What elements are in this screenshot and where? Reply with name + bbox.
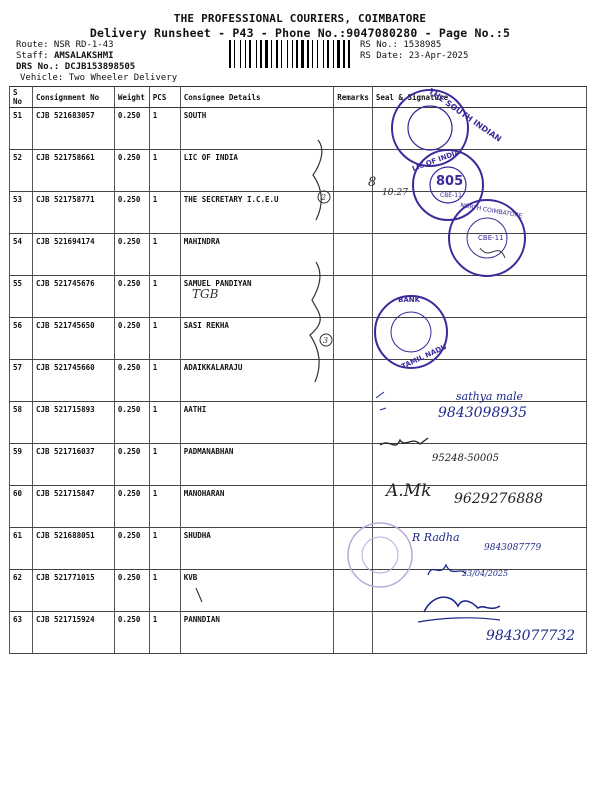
row-consignee: MAHINDRA bbox=[180, 234, 334, 276]
row-sno: 52 bbox=[10, 150, 33, 192]
table-row bbox=[10, 192, 587, 234]
row-remarks bbox=[334, 486, 373, 528]
stamp2-text: LIC OF INDIA bbox=[411, 148, 461, 173]
col-remarks: Remarks bbox=[334, 87, 373, 108]
row-consignment-no: CJB 521745676 bbox=[32, 276, 114, 318]
bracket-note-3: 3 bbox=[323, 336, 329, 345]
row-weight: 0.250 bbox=[114, 192, 149, 234]
row-sno: 56 bbox=[10, 318, 33, 360]
row-consignee: LIC OF INDIA bbox=[180, 150, 334, 192]
row-weight: 0.250 bbox=[114, 318, 149, 360]
table-row bbox=[10, 318, 587, 360]
row-consignee: AATHI bbox=[180, 402, 334, 444]
row-remarks bbox=[334, 192, 373, 234]
row-signature bbox=[372, 276, 586, 318]
company-title: THE PROFESSIONAL COURIERS, COIMBATORE bbox=[173, 12, 427, 25]
row-consignment-no: CJB 521715893 bbox=[32, 402, 114, 444]
row-pcs: 1 bbox=[149, 612, 180, 654]
row-weight: 0.250 bbox=[114, 570, 149, 612]
drs-label: DRS No.: bbox=[16, 62, 60, 72]
stamp3-text: NORTH COIMBATORE bbox=[459, 201, 523, 220]
row-weight: 0.250 bbox=[114, 528, 149, 570]
row-remarks bbox=[334, 318, 373, 360]
row-consignment-no: CJB 521758661 bbox=[32, 150, 114, 192]
row-signature bbox=[372, 402, 586, 444]
row-sno: 51 bbox=[10, 108, 33, 150]
row-weight: 0.250 bbox=[114, 276, 149, 318]
row-weight: 0.250 bbox=[114, 108, 149, 150]
row-remarks bbox=[334, 234, 373, 276]
stamp3-code: CBE-11 bbox=[478, 234, 504, 242]
row-consignee: PADMANABHAN bbox=[180, 444, 334, 486]
row-sno: 61 bbox=[10, 528, 33, 570]
row-weight: 0.250 bbox=[114, 444, 149, 486]
row-remarks bbox=[334, 528, 373, 570]
row-sno: 63 bbox=[10, 612, 33, 654]
row-signature bbox=[372, 318, 586, 360]
bracket-note-2: 2 bbox=[321, 193, 327, 202]
row-consignment-no: CJB 521758771 bbox=[32, 192, 114, 234]
row-signature bbox=[372, 612, 586, 654]
row53-mark: 8 bbox=[368, 175, 377, 190]
drs-field bbox=[16, 62, 135, 72]
row53-time: 10:27 bbox=[382, 188, 408, 198]
table-row bbox=[10, 486, 587, 528]
row-sno: 60 bbox=[10, 486, 33, 528]
row-weight: 0.250 bbox=[114, 612, 149, 654]
sig61-phone: 9843087779 bbox=[484, 543, 542, 553]
drs-number: DCJB153898505 bbox=[64, 62, 136, 72]
row-pcs: 1 bbox=[149, 318, 180, 360]
table-row bbox=[10, 528, 587, 570]
row-consignment-no: CJB 521771015 bbox=[32, 570, 114, 612]
row-remarks bbox=[334, 276, 373, 318]
row-sno: 62 bbox=[10, 570, 33, 612]
row-consignee: ADAIKKALARAJU bbox=[180, 360, 334, 402]
staff-name: AMSALAKSHMI bbox=[53, 51, 114, 61]
sig63-phone: 9843077732 bbox=[486, 628, 576, 644]
col-signature: Seal & Signature bbox=[372, 87, 586, 108]
stamp1-text: THE SOUTH INDIAN bbox=[426, 86, 503, 144]
sig60-phone: 9629276888 bbox=[454, 491, 544, 507]
row-remarks bbox=[334, 360, 373, 402]
row-weight: 0.250 bbox=[114, 360, 149, 402]
row-weight: 0.250 bbox=[114, 486, 149, 528]
col-consignment: Consignment No bbox=[32, 87, 114, 108]
table-row bbox=[10, 150, 587, 192]
row-consignment-no: CJB 521688051 bbox=[32, 528, 114, 570]
sig59-phone: 95248-50005 bbox=[432, 453, 500, 464]
row-consignee: SHUDHA bbox=[180, 528, 334, 570]
stamp4-top: BANK bbox=[398, 296, 421, 304]
rs-date: RS Date: 23-Apr-2025 bbox=[360, 51, 469, 61]
row-signature bbox=[372, 570, 586, 612]
table-row bbox=[10, 108, 587, 150]
table-row bbox=[10, 276, 587, 318]
row-consignee: THE SECRETARY I.C.E.U bbox=[180, 192, 334, 234]
sig62-date: 23/04/2025 bbox=[462, 569, 509, 578]
row-sno: 57 bbox=[10, 360, 33, 402]
row-remarks bbox=[334, 612, 373, 654]
row-consignment-no: CJB 521745660 bbox=[32, 360, 114, 402]
row-weight: 0.250 bbox=[114, 234, 149, 276]
row-pcs: 1 bbox=[149, 528, 180, 570]
row-signature bbox=[372, 486, 586, 528]
row-sno: 59 bbox=[10, 444, 33, 486]
row-pcs: 1 bbox=[149, 150, 180, 192]
row55-note: TGB bbox=[192, 287, 219, 301]
row-consignment-no: CJB 521715924 bbox=[32, 612, 114, 654]
table-row bbox=[10, 402, 587, 444]
sig58-name: sathya male bbox=[456, 390, 523, 403]
row-signature bbox=[372, 444, 586, 486]
row-consignment-no: CJB 521715847 bbox=[32, 486, 114, 528]
table-row bbox=[10, 612, 587, 654]
col-consignee: Consignee Details bbox=[180, 87, 334, 108]
route-label: Route: NSR RD-1-43 bbox=[16, 40, 114, 50]
row-consignment-no: CJB 521683057 bbox=[32, 108, 114, 150]
row-signature bbox=[372, 192, 586, 234]
row-signature bbox=[372, 528, 586, 570]
row-remarks bbox=[334, 150, 373, 192]
row-pcs: 1 bbox=[149, 444, 180, 486]
row-consignment-no: CJB 521694174 bbox=[32, 234, 114, 276]
row-weight: 0.250 bbox=[114, 150, 149, 192]
col-pcs: PCS bbox=[149, 87, 180, 108]
rs-number: RS No.: 1538985 bbox=[360, 40, 442, 50]
row-pcs: 1 bbox=[149, 360, 180, 402]
staff-label: Staff: bbox=[16, 51, 49, 61]
sig58-phone: 9843098935 bbox=[438, 405, 528, 421]
delivery-table bbox=[9, 86, 587, 654]
stamp2-code: CBE-11 bbox=[440, 192, 462, 199]
row-signature bbox=[372, 234, 586, 276]
row-remarks bbox=[334, 444, 373, 486]
table-row bbox=[10, 360, 587, 402]
row-pcs: 1 bbox=[149, 402, 180, 444]
row-signature bbox=[372, 150, 586, 192]
stamp2-number: 805 bbox=[436, 174, 464, 189]
vehicle-label: Vehicle: Two Wheeler Delivery bbox=[20, 73, 178, 83]
table-row bbox=[10, 570, 587, 612]
sig60-name: A.Mk bbox=[386, 481, 432, 501]
row-remarks bbox=[334, 108, 373, 150]
row-sno: 53 bbox=[10, 192, 33, 234]
table-header bbox=[10, 87, 587, 108]
row-consignee: MANOHARAN bbox=[180, 486, 334, 528]
row-pcs: 1 bbox=[149, 570, 180, 612]
row-consignee: SOUTH bbox=[180, 108, 334, 150]
row-pcs: 1 bbox=[149, 486, 180, 528]
row-consignee: SASI REKHA bbox=[180, 318, 334, 360]
row-consignee: KVB bbox=[180, 570, 334, 612]
runsheet-subtitle: Delivery Runsheet - P43 - Phone No.:9047080280 - Page No.:5 bbox=[89, 26, 511, 40]
row-consignee: PANNDIAN bbox=[180, 612, 334, 654]
stamp4-text: TAMIL NADU bbox=[400, 342, 448, 371]
drs-barcode bbox=[229, 40, 353, 68]
row-pcs: 1 bbox=[149, 192, 180, 234]
row-remarks bbox=[334, 402, 373, 444]
col-sno: S No bbox=[10, 87, 33, 108]
row-pcs: 1 bbox=[149, 108, 180, 150]
row-signature bbox=[372, 360, 586, 402]
row-sno: 58 bbox=[10, 402, 33, 444]
row-sno: 54 bbox=[10, 234, 33, 276]
row-pcs: 1 bbox=[149, 276, 180, 318]
table-row bbox=[10, 234, 587, 276]
row-consignment-no: CJB 521745650 bbox=[32, 318, 114, 360]
row-sno: 55 bbox=[10, 276, 33, 318]
row-weight: 0.250 bbox=[114, 402, 149, 444]
row-signature bbox=[372, 108, 586, 150]
row-consignment-no: CJB 521716037 bbox=[32, 444, 114, 486]
row-remarks bbox=[334, 570, 373, 612]
sig61-name: R Radha bbox=[412, 531, 460, 544]
staff-field bbox=[16, 51, 114, 61]
row-pcs: 1 bbox=[149, 234, 180, 276]
col-weight: Weight bbox=[114, 87, 149, 108]
table-row bbox=[10, 444, 587, 486]
row-consignee: SAMUEL PANDIYAN bbox=[180, 276, 334, 318]
